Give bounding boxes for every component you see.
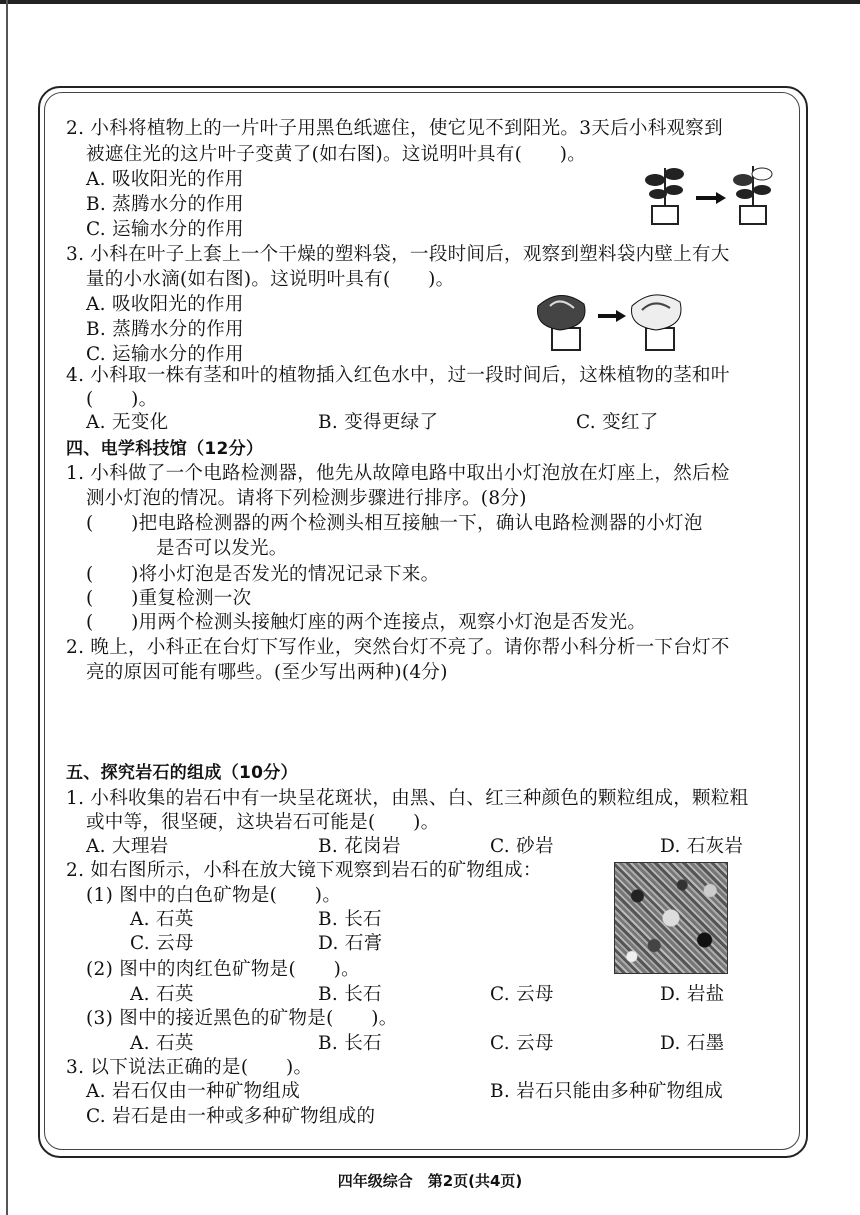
sec4-step-2: ( )将小灯泡是否发光的情况记录下来。 — [86, 564, 440, 585]
plant-after-icon — [632, 295, 682, 350]
sec5-q2-sub3-c: C. 云母 — [490, 1033, 554, 1054]
q4-line1: 4. 小科取一株有茎和叶的植物插入红色水中，过一段时间后，这株植物的茎和叶 — [66, 365, 730, 386]
left-border — [6, 0, 8, 1215]
plant-after-icon — [733, 166, 772, 224]
sec4-q1-line2: 测小灯泡的情况。请将下列检测步骤进行排序。(8分) — [86, 488, 527, 509]
arrow-right-icon — [598, 310, 626, 322]
sec4-step-3: ( )重复检测一次 — [86, 588, 252, 609]
plant-plastic-bag-illustration — [530, 286, 690, 356]
plant-leaf-covered-illustration — [640, 158, 780, 228]
q4-line2: ( )。 — [86, 389, 158, 410]
sec5-q2-sub2-a: A. 石英 — [130, 984, 194, 1005]
sec5-q1-option-a: A. 大理岩 — [86, 836, 169, 857]
q2-option-a: A. 吸收阳光的作用 — [86, 169, 244, 190]
sec5-q3-option-b: B. 岩石只能由多种矿物组成 — [490, 1081, 724, 1102]
q2-line1: 2. 小科将植物上的一片叶子用黑色纸遮住，使它见不到阳光。3天后小科观察到 — [66, 118, 723, 139]
top-border — [0, 0, 860, 4]
plant-before-icon — [645, 168, 684, 224]
arrow-right-icon — [696, 192, 726, 204]
sec5-q2-line1: 2. 如右图所示，小科在放大镜下观察到岩石的矿物组成： — [66, 860, 542, 881]
sec5-q1-line1: 1. 小科收集的岩石中有一块呈花斑状，由黑、白、红三种颜色的颗粒组成，颗粒粗 — [66, 788, 749, 809]
sec4-step-1: ( )把电路检测器的两个检测头相互接触一下，确认电路检测器的小灯泡 — [86, 513, 703, 534]
sec5-q1-option-b: B. 花岗岩 — [318, 836, 401, 857]
section-4-title: 四、电学科技馆（12分） — [66, 439, 264, 459]
q3-line1: 3. 小科在叶子上套上一个干燥的塑料袋，一段时间后，观察到塑料袋内壁上有大 — [66, 244, 730, 265]
q3-option-c: C. 运输水分的作用 — [86, 344, 244, 365]
sec4-step-1-cont: 是否可以发光。 — [156, 538, 288, 559]
sec5-q2-sub2-c: C. 云母 — [490, 984, 554, 1005]
sec5-q2-sub1: (1) 图中的白色矿物是( )。 — [86, 885, 342, 906]
sec5-q2-sub1-c: C. 云母 — [130, 933, 194, 954]
granite-magnified-image — [614, 862, 728, 974]
q2-line2: 被遮住光的这片叶子变黄了(如右图)。这说明叶具有( )。 — [86, 144, 587, 165]
sec5-q2-sub3: (3) 图中的接近黑色的矿物是( )。 — [86, 1008, 398, 1029]
sec5-q2-sub1-d: D. 石膏 — [318, 933, 383, 954]
sec5-q2-sub3-b: B. 长石 — [318, 1033, 382, 1054]
sec5-q2-sub1-a: A. 石英 — [130, 909, 194, 930]
sec5-q2-sub2-d: D. 岩盐 — [660, 984, 725, 1005]
sec4-q2-line1: 2. 晚上，小科正在台灯下写作业，突然台灯不亮了。请你帮小科分析一下台灯不 — [66, 637, 730, 658]
sec5-q2-sub3-a: A. 石英 — [130, 1033, 194, 1054]
sec5-q1-option-d: D. 石灰岩 — [660, 836, 744, 857]
q3-line2: 量的小水滴(如右图)。这说明叶具有( )。 — [86, 269, 455, 290]
q3-option-b: B. 蒸腾水分的作用 — [86, 319, 244, 340]
sec5-q2-sub1-b: B. 长石 — [318, 909, 382, 930]
sec4-step-4: ( )用两个检测头接触灯座的两个连接点，观察小灯泡是否发光。 — [86, 612, 647, 633]
section-5-title: 五、探究岩石的组成（10分） — [66, 763, 298, 783]
sec5-q2-sub2-b: B. 长石 — [318, 984, 382, 1005]
q2-option-c: C. 运输水分的作用 — [86, 219, 244, 240]
q4-option-c: C. 变红了 — [576, 412, 659, 433]
sec4-q2-line2: 亮的原因可能有哪些。(至少写出两种)(4分) — [86, 662, 448, 683]
plant-before-icon — [537, 295, 585, 350]
sec5-q3-option-a: A. 岩石仅由一种矿物组成 — [86, 1081, 301, 1102]
q3-option-a: A. 吸收阳光的作用 — [86, 294, 244, 315]
q2-option-b: B. 蒸腾水分的作用 — [86, 194, 244, 215]
q4-option-b: B. 变得更绿了 — [318, 412, 439, 433]
sec5-q3-line1: 3. 以下说法正确的是( )。 — [66, 1057, 313, 1078]
sec5-q2-sub2: (2) 图中的肉红色矿物是( )。 — [86, 959, 360, 980]
q4-option-a: A. 无变化 — [86, 412, 169, 433]
sec5-q2-sub3-d: D. 石墨 — [660, 1033, 725, 1054]
sec5-q1-line2: 或中等，很坚硬，这块岩石可能是( )。 — [86, 812, 440, 833]
sec5-q1-option-c: C. 砂岩 — [490, 836, 554, 857]
sec5-q3-option-c: C. 岩石是由一种或多种矿物组成的 — [86, 1106, 376, 1127]
sec4-q1-line1: 1. 小科做了一个电路检测器，他先从故障电路中取出小灯泡放在灯座上，然后检 — [66, 463, 730, 484]
page-footer: 四年级综合 第2页(共4页) — [337, 1172, 523, 1190]
